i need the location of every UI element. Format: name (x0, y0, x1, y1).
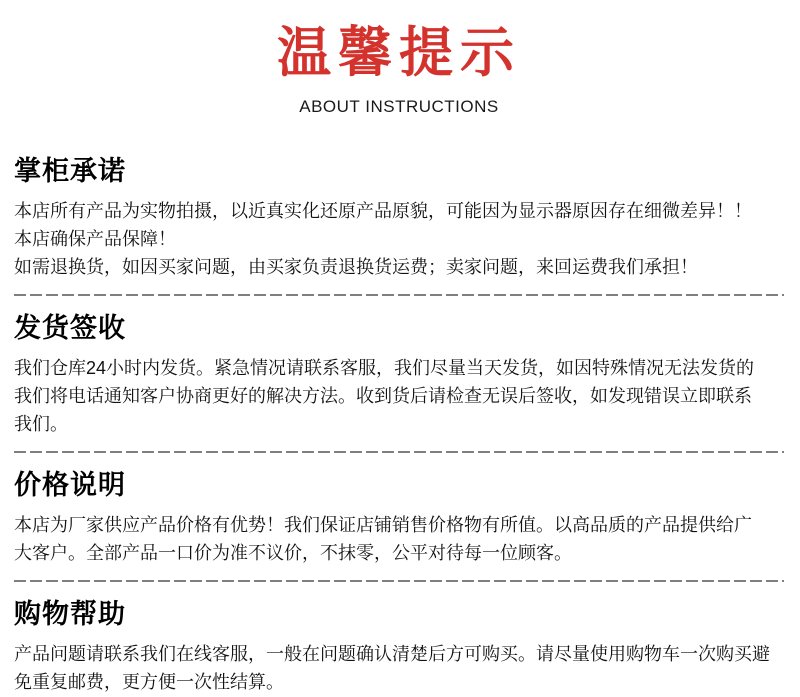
section-body (14, 354, 784, 438)
page-subtitle: ABOUT INSTRUCTIONS (299, 97, 499, 116)
section-heading: 价格说明 (14, 470, 126, 500)
paragraph-line: 如需退换货，如因买家问题，由买家负责退换货运费；卖家问题，来回运费我们承担！ (14, 257, 698, 277)
paragraph-line: 我们仓库24小时内发货。紧急情况请联系客服，我们尽量当天发货，如因特殊情况无法发货的 (14, 358, 755, 378)
dashed-divider (14, 294, 784, 296)
section-body (14, 197, 784, 281)
paragraph-line: 本店确保产品保障！ (14, 229, 176, 249)
dashed-divider (14, 580, 784, 582)
paragraph-line: 大客户。全部产品一口价为准不议价，不抹零，公平对待每一位顾客。 (14, 543, 572, 563)
paragraph-line: 我们将电话通知客户协商更好的解决方法。收到货后请检查无误后签收，如发现错误立即联系 (14, 386, 752, 406)
paragraph-line: 我们。 (14, 414, 68, 434)
paragraph-line: 本店所有产品为实物拍摄，以近真实化还原产品原貌，可能因为显示器原因存在细微差异！！ (14, 201, 752, 221)
section-shopping-help (14, 599, 784, 696)
section-shipping-receipt (14, 313, 784, 438)
paragraph-line: 产品问题请联系我们在线客服，一般在问题确认清楚后方可购买。请尽量使用购物车一次购买避 (14, 644, 770, 664)
section-body (14, 511, 784, 567)
section-heading: 掌柜承诺 (14, 156, 126, 186)
paragraph-line: 本店为厂家供应产品价格有优势！我们保证店铺销售价格物有所值。以高品质的产品提供给广 (14, 515, 752, 535)
section-price-explanation (14, 470, 784, 567)
section-shopkeeper-promise (14, 156, 784, 281)
section-body (14, 640, 784, 696)
section-heading: 购物帮助 (14, 599, 126, 629)
dashed-divider (14, 451, 784, 453)
section-heading: 发货签收 (14, 313, 126, 343)
page-title: 温馨提示 (277, 23, 521, 83)
paragraph-line: 免重复邮费，更方便一次性结算。 (14, 672, 284, 692)
